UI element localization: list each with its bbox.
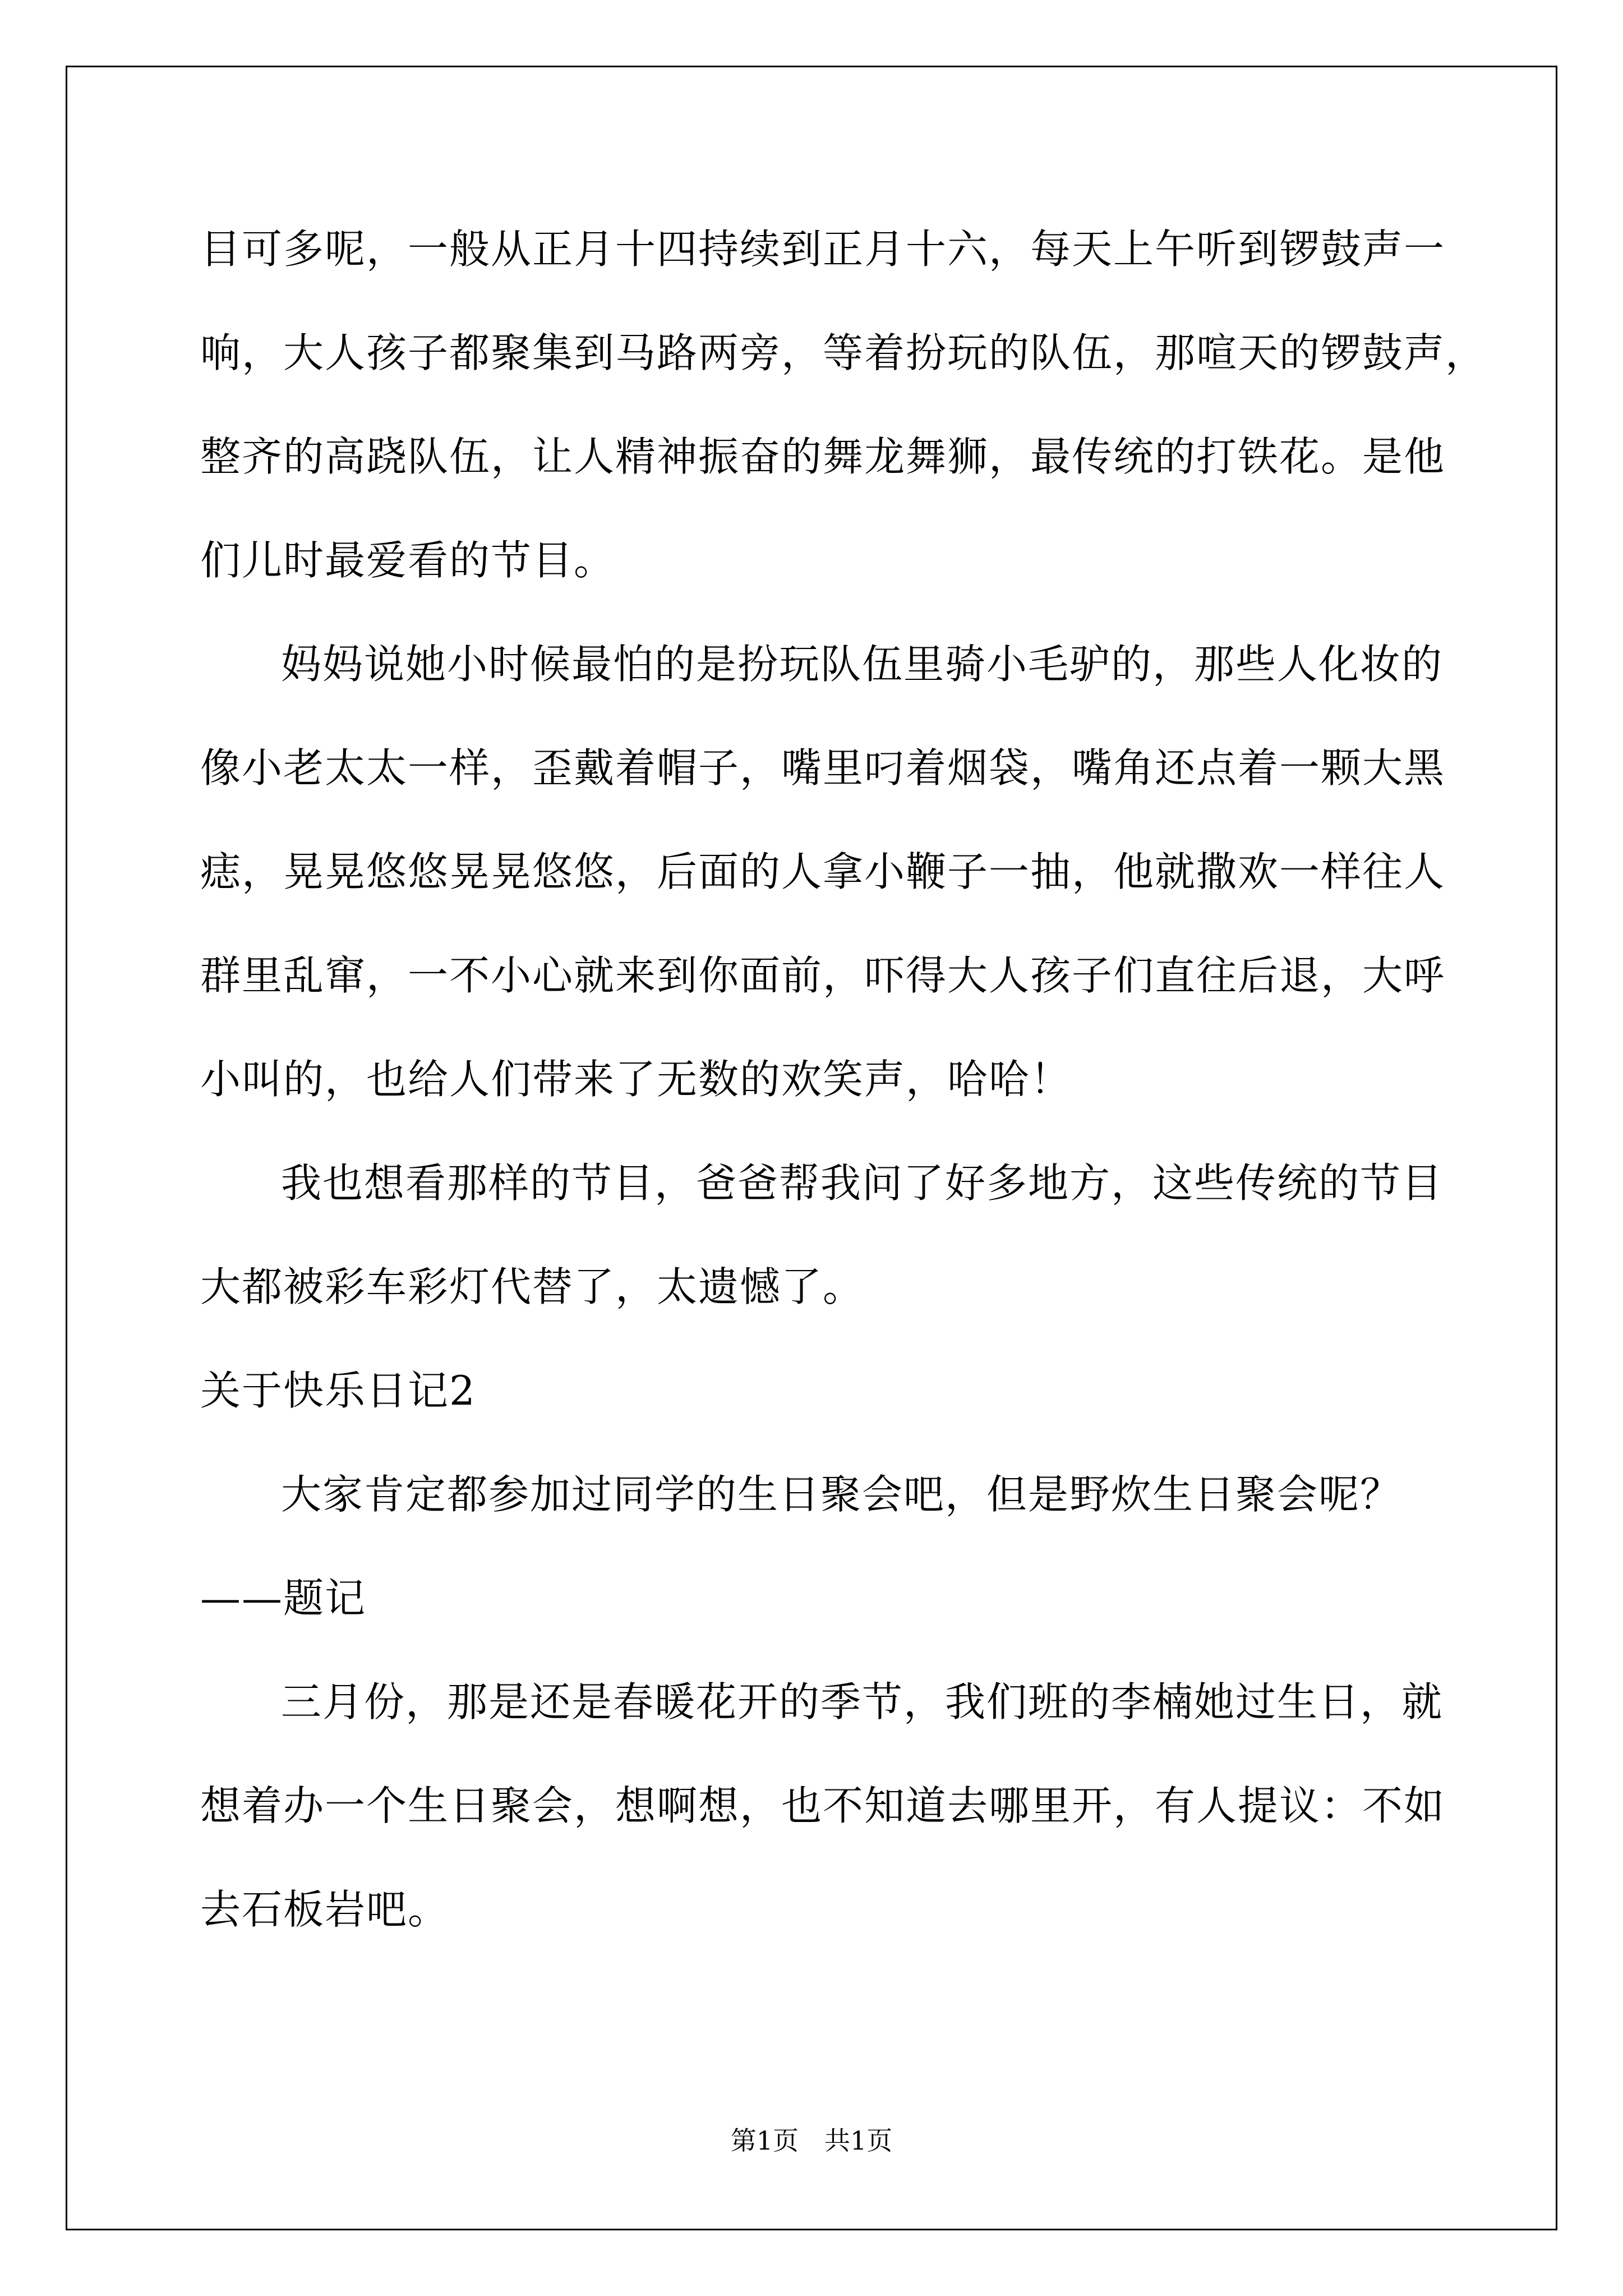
text-line: 想着办一个生日聚会，想啊想，也不知道去哪里开，有人提议：不如 (200, 1782, 1446, 1829)
text-line: 妈妈说她小时候最怕的是扮玩队伍里骑小毛驴的，那些人化妆的 (281, 641, 1444, 688)
text-line: 大家肯定都参加过同学的生日聚会吧，但是野炊生日聚会呢？ (281, 1471, 1402, 1518)
text-line: 整齐的高跷队伍，让人精神振奋的舞龙舞狮，最传统的打铁花。是他 (200, 433, 1446, 480)
text-line: 去石板岩吧。 (200, 1886, 450, 1933)
paragraph (200, 1650, 1446, 1962)
text-line: 痣，晃晃悠悠晃晃悠悠，后面的人拿小鞭子一抽，他就撒欢一样往人 (200, 848, 1446, 895)
text-line: ——题记 (200, 1575, 367, 1622)
text-line: 目可多呢，一般从正月十四持续到正月十六，每天上午听到锣鼓声一 (200, 226, 1446, 273)
page-footer: 第1页 共1页 (730, 2125, 893, 2156)
text-line: 我也想看那样的节目，爸爸帮我问了好多地方，这些传统的节目 (281, 1159, 1444, 1207)
section-heading (200, 1339, 1428, 1443)
document-body (200, 197, 1487, 1962)
text-line: 响，大人孩子都聚集到马路两旁，等着扮玩的队伍，那喧天的锣鼓声， (200, 329, 1487, 376)
paragraph (200, 1443, 1428, 1650)
text-line: 大都被彩车彩灯代替了，太遗憾了。 (200, 1263, 865, 1310)
text-line: 小叫的，也给人们带来了无数的欢笑声，哈哈！ (200, 1056, 1072, 1103)
text-line: 三月份，那是还是春暖花开的季节，我们班的李楠她过生日，就 (281, 1678, 1444, 1726)
paragraph (200, 1131, 1444, 1339)
text-line: 群里乱窜，一不小心就来到你面前，吓得大人孩子们直往后退，大呼 (200, 952, 1446, 999)
heading-text: 关于快乐日记2 (200, 1367, 476, 1414)
text-line: 像小老太太一样，歪戴着帽子，嘴里叼着烟袋，嘴角还点着一颗大黑 (200, 744, 1446, 792)
text-line: 们儿时最爱看的节目。 (200, 537, 616, 584)
paragraph (200, 613, 1446, 1131)
paragraph (200, 197, 1487, 613)
